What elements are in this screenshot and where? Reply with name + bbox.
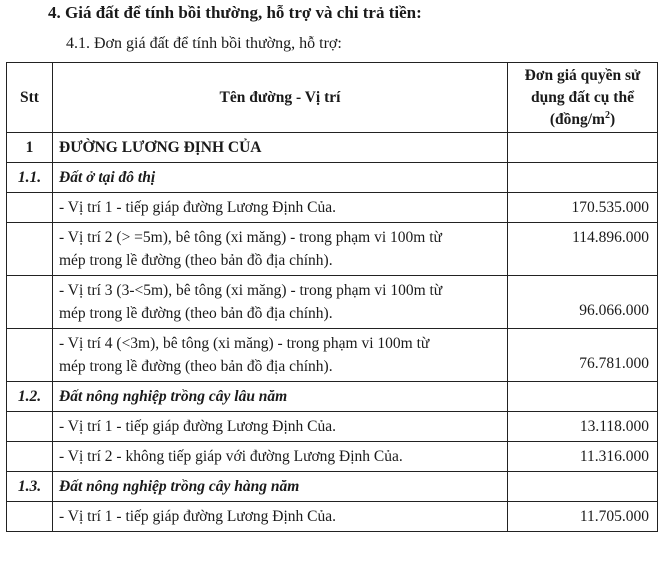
row-price: 13.118.000: [508, 412, 658, 442]
row-price: 11.316.000: [508, 442, 658, 472]
table-row: [7, 163, 658, 193]
row-name: Đất nông nghiệp trồng cây hàng năm: [53, 472, 508, 502]
row-name: - Vị trí 1 - tiếp giáp đường Lương Định Của.: [53, 412, 508, 442]
header-price-line2: dụng đất cụ thể: [531, 88, 634, 106]
row-price: 76.781.000: [508, 329, 658, 382]
row-price: 114.896.000: [508, 223, 658, 276]
row-stt: 1.2.: [7, 382, 53, 412]
row-stt: 1.1.: [7, 163, 53, 193]
row-price: [508, 163, 658, 193]
table-row: [7, 133, 658, 163]
table-row: [7, 502, 658, 532]
row-name: - Vị trí 2 - không tiếp giáp với đường Lương Định Của.: [53, 442, 508, 472]
table-row: [7, 193, 658, 223]
row-price: [508, 382, 658, 412]
row-name: Đất ở tại đô thị: [53, 163, 508, 193]
row-name-line2: mép trong lề đường (theo bản đồ địa chính).: [59, 252, 333, 269]
header-price: [508, 63, 658, 133]
row-stt: [7, 223, 53, 276]
row-price: 11.705.000: [508, 502, 658, 532]
header-stt: Stt: [7, 63, 53, 133]
row-name: [53, 223, 508, 276]
header-price-unit: (đồng/m: [549, 110, 605, 128]
section-heading: 4. Giá đất để tính bồi thường, hỗ trợ và chi trả tiền:: [48, 3, 422, 22]
table-row: [7, 223, 658, 276]
header-price-line1: Đơn giá quyền sử: [524, 66, 641, 84]
row-name: - Vị trí 1 - tiếp giáp đường Lương Định Của.: [53, 193, 508, 223]
header-price-line3: [514, 109, 651, 131]
row-name-line2: mép trong lề đường (theo bản đồ địa chính).: [59, 305, 333, 322]
table-row: [7, 382, 658, 412]
table-header-row: [7, 63, 658, 133]
table-row: [7, 412, 658, 442]
row-price: [508, 472, 658, 502]
header-price-unit-exponent: 2: [604, 109, 610, 121]
row-name: - Vị trí 1 - tiếp giáp đường Lương Định Của.: [53, 502, 508, 532]
row-name: [53, 329, 508, 382]
row-name: Đất nông nghiệp trồng cây lâu năm: [53, 382, 508, 412]
header-name: Tên đường - Vị trí: [53, 63, 508, 133]
table-row: [7, 329, 658, 382]
row-name: ĐƯỜNG LƯƠNG ĐỊNH CỦA: [53, 133, 508, 163]
table-row: [7, 442, 658, 472]
row-name-line1: - Vị trí 4 (<3m), bê tông (xi măng) - trong phạm vi 100m từ: [59, 335, 430, 352]
row-stt: [7, 329, 53, 382]
row-stt: [7, 276, 53, 329]
row-stt: [7, 442, 53, 472]
subsection-heading: 4.1. Đơn giá đất để tính bồi thường, hỗ trợ:: [66, 35, 342, 52]
row-stt: 1: [7, 133, 53, 163]
row-stt: 1.3.: [7, 472, 53, 502]
table-row: [7, 276, 658, 329]
land-price-table: [6, 62, 658, 532]
row-price: 96.066.000: [508, 276, 658, 329]
row-name-line2: mép trong lề đường (theo bản đồ địa chính).: [59, 358, 333, 375]
row-name-line1: - Vị trí 3 (3-<5m), bê tông (xi măng) - trong phạm vi 100m từ: [59, 282, 443, 299]
row-stt: [7, 412, 53, 442]
header-price-unit-close: ): [609, 110, 616, 128]
table-row: [7, 472, 658, 502]
row-name-line1: - Vị trí 2 (> =5m), bê tông (xi măng) - trong phạm vi 100m từ: [59, 229, 442, 246]
row-price: [508, 133, 658, 163]
row-price: 170.535.000: [508, 193, 658, 223]
row-stt: [7, 502, 53, 532]
row-stt: [7, 193, 53, 223]
row-name: [53, 276, 508, 329]
